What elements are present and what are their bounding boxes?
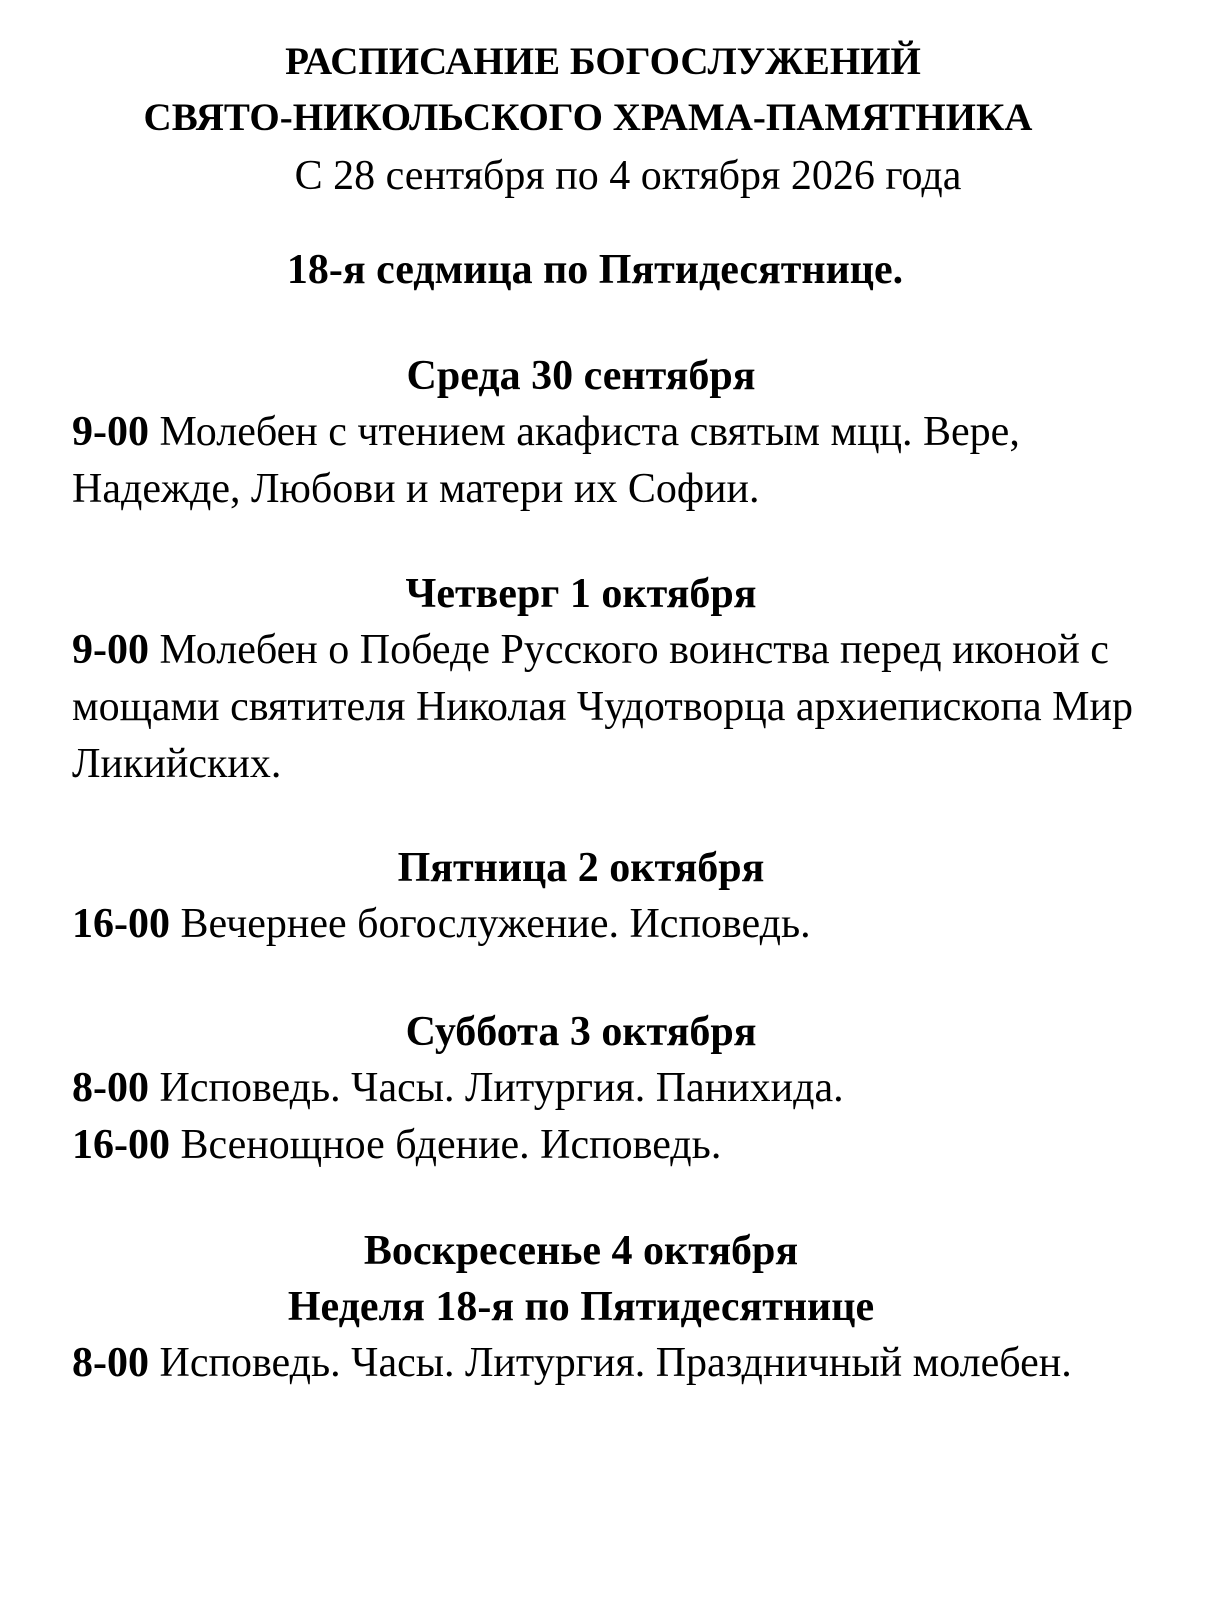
service-text: Всенощное бдение. Исповедь. [170,1122,722,1168]
service-time: 9-00 [72,627,149,673]
service-text: Исповедь. Часы. Литургия. Панихида. [149,1065,844,1111]
day-subtitle: Неделя 18-я по Пятидесятнице [287,1284,875,1330]
day-title: Суббота 3 октября [405,1009,757,1055]
service-entry [72,404,1172,518]
service-entry [72,622,1172,793]
service-time: 8-00 [72,1065,149,1111]
service-text: Молебен о Победе Русского воинства перед иконой с мощами святителя Николая Чудотворца архиепископа Мир Ликийских. [72,627,1133,787]
service-text: Исповедь. Часы. Литургия. Праздничный молебен. [149,1340,1072,1386]
day-thursday [72,566,1172,793]
day-sunday [72,1223,1172,1392]
service-text: Молебен с чтением акафиста святым мцц. Вере, Надежде, Любови и матери их Софии. [72,409,1020,512]
day-friday [72,840,1172,953]
service-entry [72,1060,1172,1117]
day-wednesday [72,348,1172,518]
week-title: 18-я седмица по Пятидесятнице. [286,247,904,293]
title-line-1: РАСПИСАНИЕ БОГОСЛУЖЕНИЙ [285,40,921,83]
service-time: 9-00 [72,409,149,455]
service-time: 16-00 [72,901,170,947]
schedule-header [0,34,1206,206]
service-time: 8-00 [72,1340,149,1386]
day-title: Четверг 1 октября [405,571,757,617]
service-text: Вечернее богослужение. Исповедь. [170,901,811,947]
day-saturday [72,1004,1172,1174]
service-time: 16-00 [72,1122,170,1168]
service-entry [72,896,1172,953]
date-range: С 28 сентября по 4 октября 2026 года [294,153,962,199]
day-title: Пятница 2 октября [397,845,765,891]
day-title: Среда 30 сентября [406,353,756,399]
service-entry [72,1335,1172,1392]
service-entry [72,1117,1172,1174]
day-title: Воскресенье 4 октября [363,1228,799,1274]
title-line-2: СВЯТО-НИКОЛЬСКОГО ХРАМА-ПАМЯТНИКА [143,96,1033,139]
